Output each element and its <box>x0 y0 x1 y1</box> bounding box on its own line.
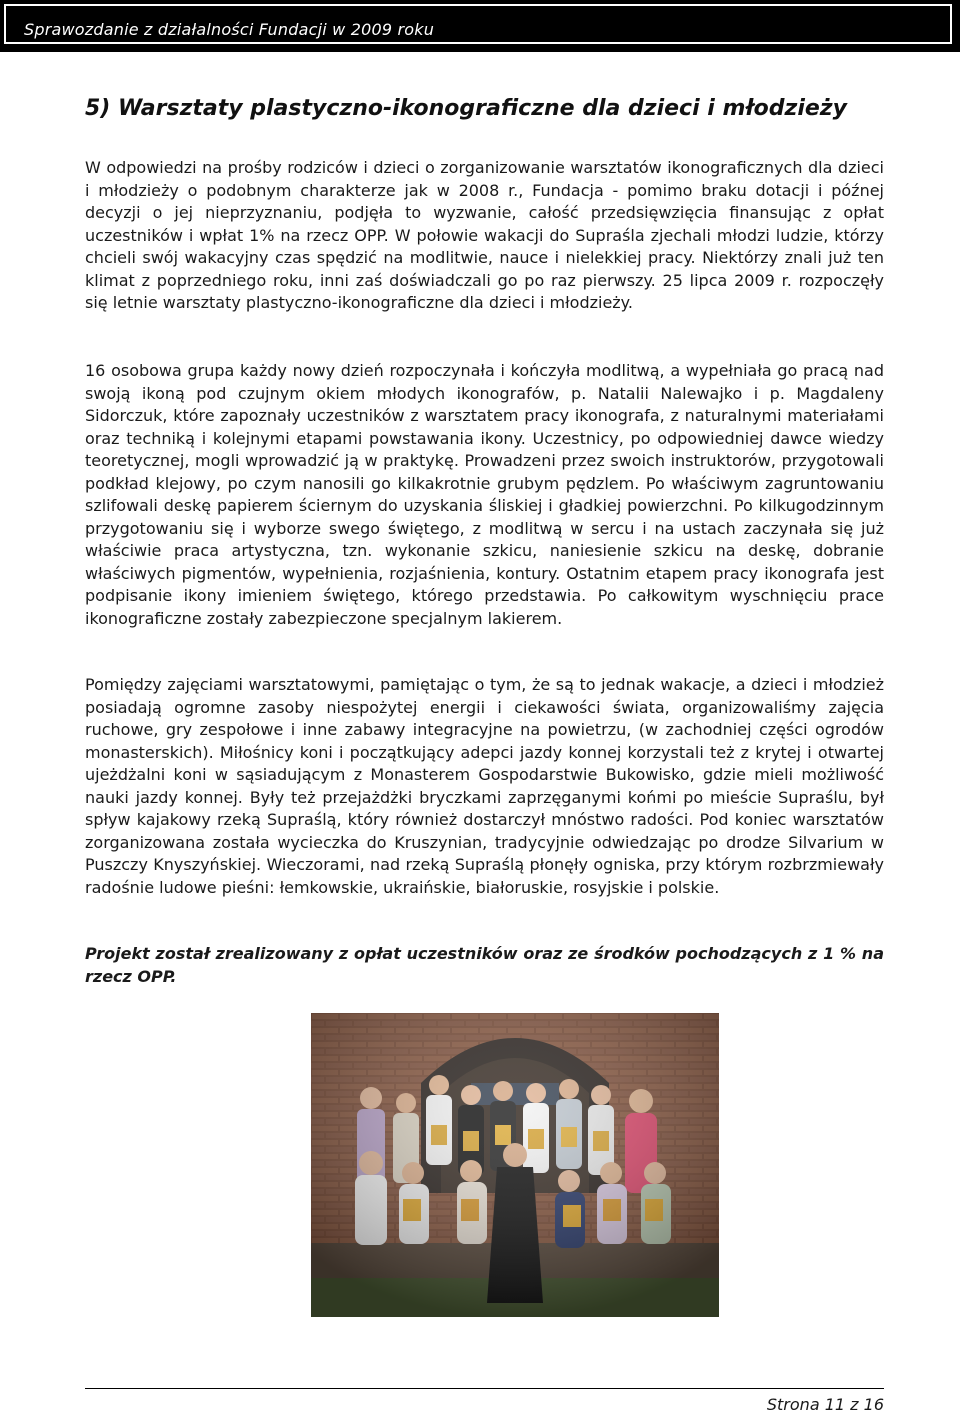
group-photo <box>311 1013 719 1317</box>
section-title: 5) Warsztaty plastyczno-ikonograficzne dla dzieci i młodzieży <box>85 96 847 121</box>
page-number: Strona 11 z 16 <box>766 1395 884 1414</box>
header-frame <box>4 4 952 44</box>
paragraph-intro: W odpowiedzi na prośby rodziców i dzieci o zorganizowanie warsztatów ikonograficznych dla dzieci i młodzieży o podobnym charakterze jak w 2008 r., Fundacja - pomimo braku dotacji i późnej decyzji o jej nieprzyznaniu, podjęła to wyzwanie, całość przedsięwzięcia finansując z opłat uczestników i wpłat 1% na rzecz OPP. W połowie wakacji do Supraśla zjechali młodzi ludzie, którzy chcieli swój wakacyjny czas spędzić na modlitwie, nauce i nielekkiej pracy. Niektórzy znali już ten klimat z poprzedniego roku, inni zaś doświadczali go po raz pierwszy. 25 lipca 2009 r. rozpoczęły się letnie warsztaty plastyczno-ikonograficzne dla dzieci i młodzieży. <box>85 158 884 312</box>
footer-divider <box>85 1388 884 1389</box>
group-photo-illustration <box>311 1013 719 1317</box>
paragraph-funding: Projekt został zrealizowany z opłat uczestników oraz ze środków pochodzących z 1 % na rzecz OPP. <box>85 944 884 986</box>
paragraph-activities: Pomiędzy zajęciami warsztatowymi, pamiętając o tym, że są to jednak wakacje, a dzieci i młodzież posiadają ogromne zasoby niespożytej energii i ciekawości świata, organizowaliśmy zajęcia ruchowe, gry zespołowe i inne zabawy integracyjne na powietrzu, (w zachodniej części ogrodów monasterskich). Miłośnicy koni i początkujący adepci jazdy konnej korzystali też z krytej i otwartej ujeżdżalni koni w sąsiadującym z Monasterem Gospodarstwie Bukowisko, gdzie mieli możliwość nauki jazdy konnej. Były też przejażdżki bryczkami zaprzęganymi końmi po mieście Supraślu, był spływ kajakowy rzeką Supraślą, który również dostarczył mnóstwo radości. Pod koniec warsztatów zorganizowana została wycieczka do Kruszynian, tradycyjnie odwiedzając po drodze Silvarium w Puszczy Knyszyńskiej. Wieczorami, nad rzeką Supraślą płonęły ogniska, przy którym rozbrzmiewały radośnie ludowe pieśni: łemkowskie, ukraińskie, białoruskie, rosyjskie i polskie. <box>85 675 884 897</box>
header-title: Sprawozdanie z działalności Fundacji w 2009 roku <box>24 20 435 39</box>
paragraph-workshop: 16 osobowa grupa każdy nowy dzień rozpoczynała i kończyła modlitwą, a wypełniała go pracą nad swoją ikoną pod czujnym okiem młodych ikonografów, p. Natalii Nalewajko i p. Magdaleny Sidorczuk, które zapoznały uczestników z warsztatem pracy ikonografa, z naturalnymi materiałami oraz techniką i kolejnymi etapami powstawania ikony. Uczestnicy, po odpowiedniej dawce wiedzy teoretycznej, mogli wprowadzić ją w praktykę. Prowadzeni przez swoich instruktorów, przygotowali podkład klejowy, po czym nanosili go kilkakrotnie grubym pędzlem. Po właściwym zagruntowaniu szlifowali deskę papierem ściernym do uzyskania śliskiej i gładkiej powierzchni. Po kilkugodzinnym przygotowaniu się i wyborze swego świętego, z modlitwą w sercu i na ustach zaczynała się już właściwie praca artystyczna, tzn. wykonanie szkicu, naniesienie szkicu na deskę, dobranie właściwych pigmentów, wypełnienia, rozjaśnienia, kontury. Ostatnim etapem pracy ikonografa jest podpisanie ikony imieniem świętego, którego przedstawia. Po całkowitym wyschnięciu prace ikonograficzne zostały zabezpieczone specjalnym lakierem. <box>85 361 884 628</box>
page-header <box>0 0 960 52</box>
